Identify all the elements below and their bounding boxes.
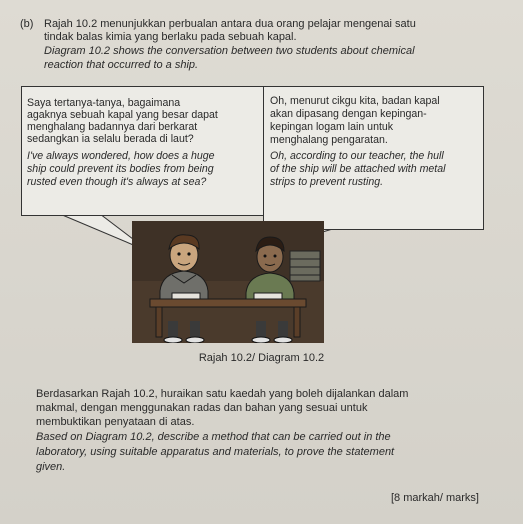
task-en-line-1: Based on Diagram 10.2, describe a method that can be carried out in the xyxy=(36,431,391,443)
left-en-line-3: rusted even though it's always at sea? xyxy=(27,176,207,188)
speech-bubble-left xyxy=(21,86,265,216)
task-en-line-2: laboratory, using suitable apparatus and materials, to prove the statement xyxy=(36,446,395,458)
right-ms-line-4: menghalang pengaratan. xyxy=(270,134,388,146)
question-label: (b) xyxy=(20,18,34,30)
task-ms-line-1: Berdasarkan Rajah 10.2, huraikan satu kaedah yang boleh dijalankan dalam xyxy=(36,388,409,400)
left-ms-line-2: agaknya sebuah kapal yang besar dapat xyxy=(27,109,218,121)
right-ms-line-3: kepingan logam lain untuk xyxy=(270,121,394,133)
left-en-line-2: ship could prevent its bodies from being xyxy=(27,163,214,175)
intro-ms-line-2: tindak balas kimia yang berlaku pada sebuah kapal. xyxy=(44,31,297,43)
right-en-line-3: strips to prevent rusting. xyxy=(270,176,384,188)
marks-label: [8 markah/ marks] xyxy=(390,492,479,504)
right-en-line-1: Oh, according to our teacher, the hull xyxy=(270,150,444,162)
task-ms-line-3: membuktikan penyataan di atas. xyxy=(36,416,195,428)
window xyxy=(290,251,320,281)
diagram-caption: Rajah 10.2/ Diagram 10.2 xyxy=(198,352,325,364)
task-ms-line-2: makmal, dengan menggunakan radas dan bahan yang sesuai untuk xyxy=(36,402,368,414)
right-ms-line-1: Oh, menurut cikgu kita, badan kapal xyxy=(270,95,440,107)
intro-en-line-1: Diagram 10.2 shows the conversation between two students about chemical xyxy=(44,45,415,57)
left-ms-line-1: Saya tertanya-tanya, bagaimana xyxy=(27,97,181,109)
right-en-line-2: of the ship will be attached with metal xyxy=(270,163,446,175)
left-en-line-1: I've always wondered, how does a huge xyxy=(27,150,215,162)
speech-bubble-right xyxy=(263,86,484,230)
left-ms-line-4: sedangkan ia selalu berada di laut? xyxy=(27,133,194,145)
intro-en-line-2: reaction that occurred to a ship. xyxy=(44,59,199,71)
task-en-line-3: given. xyxy=(36,461,66,473)
intro-ms-line-1: Rajah 10.2 menunjukkan perbualan antara dua orang pelajar mengenai satu xyxy=(44,18,416,30)
students-illustration xyxy=(132,221,324,343)
left-ms-line-3: menghalang badannya dari berkarat xyxy=(27,121,198,133)
right-ms-line-2: akan dipasang dengan kepingan- xyxy=(270,108,427,120)
